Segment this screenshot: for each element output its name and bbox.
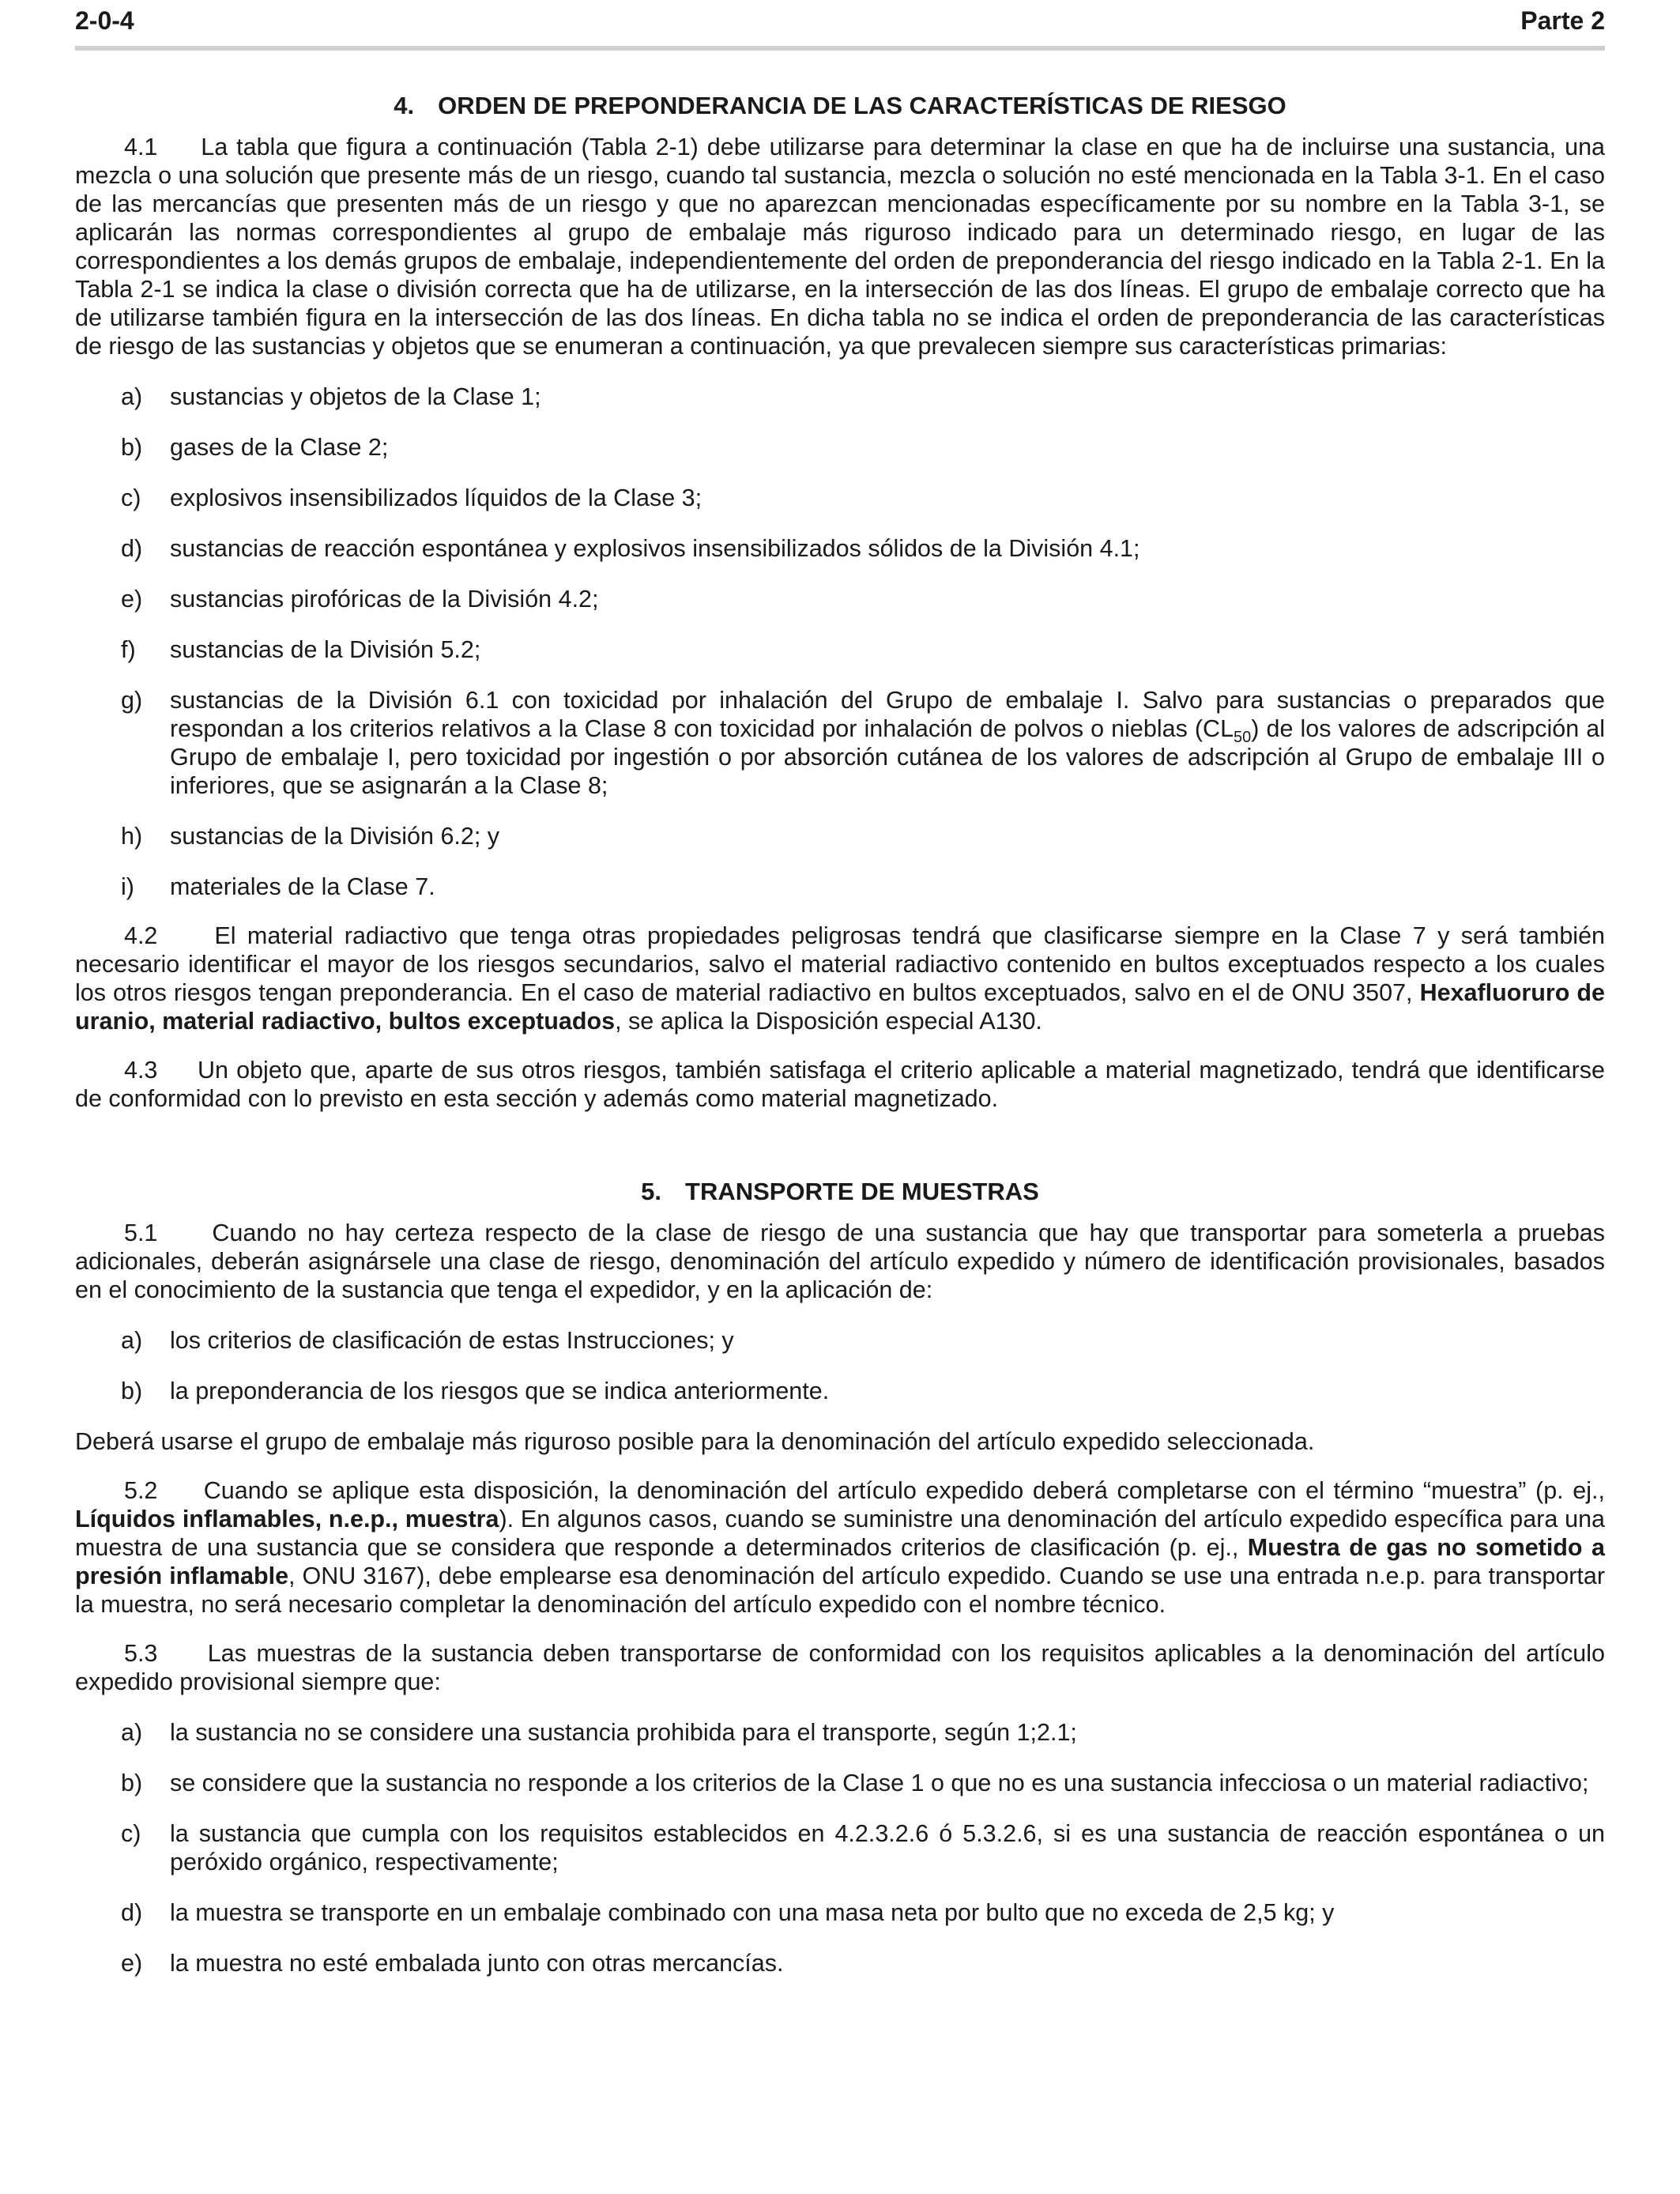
paragraph-4-2	[75, 922, 1605, 1035]
list-text: sustancias de la División 5.2;	[170, 636, 481, 663]
list-item	[75, 1377, 1605, 1405]
list-text: la muestra se transporte en un embalaje combinado con una masa neta por bulto que no exceda de 2,5 kg; y	[170, 1899, 1335, 1926]
list-text: materiales de la Clase 7.	[170, 873, 435, 900]
section-number: 5.	[641, 1178, 662, 1205]
list-text: la preponderancia de los riesgos que se indica anteriormente.	[170, 1378, 830, 1404]
list-label: f)	[121, 636, 136, 663]
paragraph-text: Las muestras de la sustancia deben transportarse de conformidad con los requisitos aplicables a la denominación del artículo expedido provisional siempre que:	[75, 1640, 1605, 1695]
list-text: gases de la Clase 2;	[170, 434, 389, 461]
paragraph-after-5-1: Deberá usarse el grupo de embalaje más riguroso posible para la denominación del artículo expedido seleccionada.	[75, 1428, 1315, 1455]
paragraph-number: 4.3	[124, 1057, 158, 1084]
list-label: e)	[121, 1950, 143, 1977]
paragraph-number: 4.2	[124, 922, 158, 949]
list-label: h)	[121, 823, 143, 850]
section-4-heading	[75, 90, 1605, 122]
paragraph-4-3	[75, 1056, 1605, 1113]
list-item	[75, 1326, 1605, 1355]
paragraph-text-cont: ). En algunos casos, cuando se suministre una denominación del artículo expedido específica para una muestra de una sustancia que se considera que responde a determinados criterios de clasificación (p. ej.,	[75, 1506, 1605, 1561]
paragraph-text: El material radiactivo que tenga otras propiedades peligrosas tendrá que clasificarse siempre en la Clase 7 y será también necesario identificar el mayor de los riesgos secundarios, salvo el material radiactivo contenido en bultos exceptuados respecto a los cuales los otros riesgos tengan preponderancia. En el caso de material radiactivo en bultos exceptuados, salvo en el de ONU 3507,	[75, 922, 1605, 1006]
section-title: ORDEN DE PREPONDERANCIA DE LAS CARACTERÍSTICAS DE RIESGO	[438, 92, 1286, 119]
page-content	[75, 90, 1605, 1977]
list-item	[75, 822, 1605, 850]
header-rule	[75, 46, 1605, 51]
paragraph-number: 5.1	[124, 1220, 158, 1246]
list-4-1	[75, 383, 1605, 901]
list-item	[75, 1718, 1605, 1747]
paragraph-4-1	[75, 133, 1605, 360]
list-label: d)	[121, 1899, 143, 1926]
list-text-cont: ) de los valores de adscripción al Grupo de embalaje I, pero toxicidad por ingestión o por absorción cutánea de los valores de adscripción al Grupo de embalaje III o inferiores, que se asignarán a la Clase 8;	[170, 715, 1606, 799]
list-label: e)	[121, 586, 143, 613]
paragraph-text: Cuando no hay certeza respecto de la clase de riesgo de una sustancia que hay que transportar para someterla a pruebas adicionales, deberán asignársele una clase de riesgo, denominación del artículo expedido y número de identificación provisionales, basados en el conocimiento de la sustancia que tenga el expedidor, y en la aplicación de:	[75, 1220, 1605, 1303]
list-text: la sustancia que cumpla con los requisitos establecidos en 4.2.3.2.6 ó 5.3.2.6, si es una sustancia de reacción espontánea o un peróxido orgánico, respectivamente;	[170, 1820, 1605, 1875]
list-item	[75, 1898, 1605, 1927]
subscript: 50	[1234, 729, 1252, 747]
paragraph-text: Cuando se aplique esta disposición, la denominación del artículo expedido deberá completarse con el término “muestra” (p. ej.,	[203, 1477, 1605, 1504]
bold-term: Líquidos inflamables, n.e.p., muestra	[75, 1506, 499, 1532]
list-text: sustancias de la División 6.1 con toxicidad por inhalación del Grupo de embalaje I. Salvo para sustancias o preparados que respondan a los criterios relativos a la Clase 8 con toxicidad por inhalación de polvos o nieblas (CL	[170, 687, 1605, 742]
paragraph-text-cont: , ONU 3167), debe emplearse esa denominación del artículo expedido. Cuando se use una entrada n.e.p. para transportar la muestra, no será necesario completar la denominación del artículo expedido con el nombre técnico.	[75, 1563, 1605, 1618]
paragraph-5-3	[75, 1639, 1605, 1696]
list-label: a)	[121, 1327, 143, 1354]
list-label: c)	[121, 1820, 141, 1847]
list-5-3	[75, 1718, 1605, 1977]
list-item	[75, 534, 1605, 563]
paragraph-text: Un objeto que, aparte de sus otros riesgos, también satisfaga el criterio aplicable a material magnetizado, tendrá que identificarse de conformidad con lo previsto en esta sección y además como material magnetizado.	[75, 1057, 1605, 1112]
paragraph-number: 5.2	[124, 1477, 158, 1504]
list-item	[75, 1769, 1605, 1797]
list-text: sustancias de reacción espontánea y explosivos insensibilizados sólidos de la División 4.1;	[170, 535, 1140, 562]
list-text: se considere que la sustancia no responde a los criterios de la Clase 1 o que no es una sustancia infecciosa o un material radiactivo;	[170, 1770, 1589, 1796]
list-text: la muestra no esté embalada junto con otras mercancías.	[170, 1950, 784, 1977]
list-text: sustancias y objetos de la Clase 1;	[170, 383, 541, 410]
list-text: la sustancia no se considere una sustancia prohibida para el transporte, según 1;2.1;	[170, 1719, 1077, 1746]
list-item	[75, 585, 1605, 613]
page-number: 2-0-4	[75, 6, 134, 35]
list-item	[75, 686, 1605, 800]
list-label: b)	[121, 1770, 143, 1796]
list-item	[75, 635, 1605, 664]
list-item	[75, 1949, 1605, 1977]
list-label: a)	[121, 1719, 143, 1746]
list-5-1	[75, 1326, 1605, 1405]
list-text: sustancias de la División 6.2; y	[170, 823, 500, 850]
list-item	[75, 1819, 1605, 1876]
paragraph-text-cont: , se aplica la Disposición especial A130.	[615, 1008, 1042, 1035]
paragraph-5-2	[75, 1476, 1605, 1619]
list-text: los criterios de clasificación de estas Instrucciones; y	[170, 1327, 734, 1354]
part-label: Parte 2	[1520, 6, 1605, 35]
list-text: explosivos insensibilizados líquidos de la Clase 3;	[170, 484, 703, 511]
list-label: b)	[121, 1378, 143, 1404]
paragraph-text: La tabla que figura a continuación (Tabla 2-1) debe utilizarse para determinar la clase en que ha de incluirse una sustancia, una mezcla o una solución que presente más de un riesgo, cuando tal sustancia, mezcla o solución no esté mencionada en la Tabla 3-1. En el caso de las mercancías que presenten más de un riesgo y que no aparezcan mencionadas específicamente por su nombre en la Tabla 3-1, se aplicarán las normas correspondientes al grupo de embalaje más riguroso indicado para un determinado riesgo, en lugar de las correspondientes a los demás grupos de embalaje, independientemente del orden de preponderancia del riesgo indicado en la Tabla 2-1. En la Tabla 2-1 se indica la clase o división correcta que ha de utilizarse, en la intersección de las dos líneas. El grupo de embalaje correcto que ha de utilizarse también figura en la intersección de las dos líneas. En dicha tabla no se indica el orden de preponderancia de las características de riesgo de las sustancias y objetos que se enumeran a continuación, ya que prevalecen siempre sus características primarias:	[75, 134, 1606, 360]
bold-term: Muestra de gas no sometido a presión inflamable	[75, 1534, 1605, 1589]
list-label: i)	[121, 873, 134, 900]
section-title: TRANSPORTE DE MUESTRAS	[685, 1178, 1039, 1205]
list-label: d)	[121, 535, 143, 562]
list-label: b)	[121, 434, 143, 461]
list-item	[75, 873, 1605, 901]
paragraph-number: 5.3	[124, 1640, 158, 1667]
list-label: g)	[121, 687, 143, 714]
paragraph-5-1	[75, 1219, 1605, 1304]
list-text: sustancias pirofóricas de la División 4.2;	[170, 586, 599, 613]
list-label: c)	[121, 484, 141, 511]
section-number: 4.	[394, 92, 415, 119]
section-5-heading	[75, 1176, 1605, 1208]
page-header	[75, 6, 1605, 40]
list-item	[75, 484, 1605, 512]
list-item	[75, 433, 1605, 462]
paragraph-number: 4.1	[124, 134, 158, 160]
list-label: a)	[121, 383, 143, 410]
list-item	[75, 383, 1605, 411]
bold-term: Hexafluoruro de uranio, material radiactivo, bultos exceptuados	[75, 979, 1605, 1035]
